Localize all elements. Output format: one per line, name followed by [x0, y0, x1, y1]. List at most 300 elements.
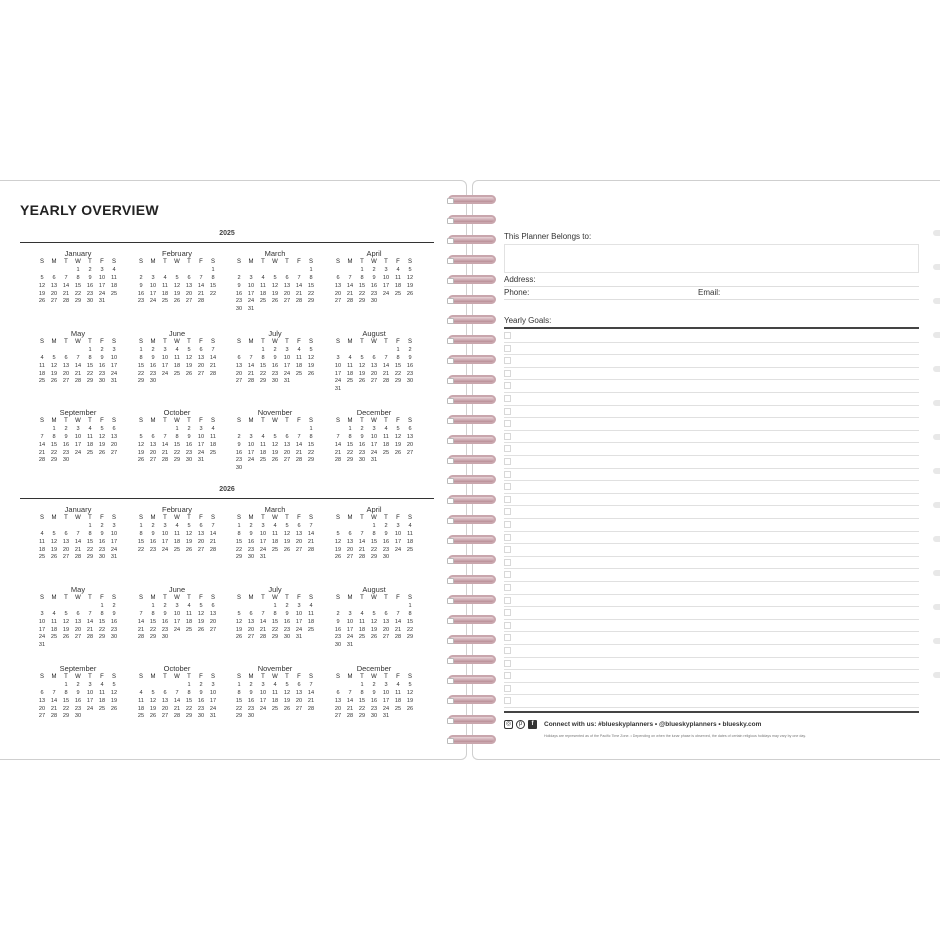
month-days — [332, 515, 416, 562]
goal-checkbox[interactable] — [504, 622, 511, 629]
day-cell: 31 — [209, 713, 217, 720]
goal-checkbox[interactable] — [504, 408, 511, 415]
day-cell: 27 — [370, 378, 378, 385]
month-name: April — [366, 249, 382, 258]
page-tab[interactable] — [933, 434, 940, 440]
day-cell: 6 — [112, 425, 116, 432]
day-cell: 7 — [175, 689, 179, 696]
day-cell: 18 — [173, 538, 181, 545]
weekday-header: T — [285, 339, 289, 345]
empty-day — [36, 347, 48, 355]
goal-row[interactable] — [504, 355, 919, 368]
goal-row[interactable] — [504, 380, 919, 393]
weekday-header: T — [285, 674, 289, 680]
weekday-header: T — [163, 339, 167, 345]
month-january — [36, 505, 120, 562]
day-cell: 1 — [100, 602, 104, 609]
day-cell: 21 — [197, 290, 205, 297]
day-cell: 8 — [360, 689, 364, 696]
day-cell: 22 — [370, 546, 378, 553]
empty-day — [147, 426, 159, 434]
page-tab[interactable] — [933, 502, 940, 508]
day-cell: 12 — [334, 538, 342, 545]
day-cell: 29 — [346, 457, 354, 464]
day-cell: 23 — [271, 370, 279, 377]
empty-day — [135, 603, 147, 611]
day-cell: 7 — [163, 433, 167, 440]
weekday-header: S — [39, 595, 44, 601]
weekday-header: T — [384, 515, 388, 521]
day-cell: 26 — [185, 370, 193, 377]
weekday-header: S — [210, 595, 215, 601]
goal-row[interactable] — [504, 431, 919, 444]
day-cell: 3 — [384, 266, 388, 273]
day-cell: 11 — [87, 433, 93, 440]
instagram-icon[interactable]: ◎ — [505, 720, 512, 727]
month-july — [233, 329, 317, 386]
day-cell: 25 — [406, 546, 414, 553]
goal-row[interactable] — [504, 695, 919, 708]
weekday-header: S — [111, 339, 116, 345]
day-cell: 18 — [161, 290, 169, 297]
day-cell: 21 — [259, 626, 267, 633]
empty-day — [293, 426, 305, 434]
empty-day — [344, 347, 356, 355]
goal-row[interactable] — [504, 393, 919, 406]
day-cell: 13 — [209, 610, 217, 617]
day-cell: 3 — [348, 610, 352, 617]
day-cell: 28 — [173, 713, 181, 720]
goal-checkbox[interactable] — [504, 609, 511, 616]
weekday-header: M — [150, 674, 156, 680]
page-tab[interactable] — [933, 332, 940, 338]
goal-checkbox[interactable] — [504, 445, 511, 452]
weekday-header: S — [39, 259, 44, 265]
goal-checkbox[interactable] — [504, 332, 511, 339]
month-name: April — [366, 505, 382, 514]
day-cell: 17 — [74, 441, 82, 448]
day-cell: 16 — [235, 449, 243, 456]
day-cell: 30 — [358, 457, 366, 464]
goal-row[interactable] — [504, 658, 919, 671]
day-cell: 20 — [149, 449, 157, 456]
spiral-ring — [448, 215, 496, 224]
empty-day — [60, 603, 72, 611]
day-cell: 19 — [173, 290, 181, 297]
day-cell: 15 — [185, 697, 193, 704]
day-cell: 18 — [50, 626, 58, 633]
day-cell: 28 — [50, 713, 58, 720]
goal-row[interactable] — [504, 670, 919, 683]
day-cell: 25 — [358, 634, 366, 641]
goal-row[interactable] — [504, 506, 919, 519]
weekday-header: T — [163, 259, 167, 265]
day-cell: 2 — [139, 274, 143, 281]
day-cell: 29 — [370, 554, 378, 561]
goal-row[interactable] — [504, 607, 919, 620]
day-cell: 2 — [88, 266, 92, 273]
goal-checkbox[interactable] — [504, 672, 511, 679]
page-tab[interactable] — [933, 298, 940, 304]
day-cell: 23 — [86, 290, 94, 297]
day-cell: 19 — [62, 626, 70, 633]
goal-row[interactable] — [504, 645, 919, 658]
goal-row[interactable] — [504, 494, 919, 507]
empty-day — [135, 682, 147, 690]
day-cell: 25 — [382, 449, 390, 456]
day-cell: 3 — [100, 266, 104, 273]
goal-checkbox[interactable] — [504, 660, 511, 667]
day-cell: 15 — [86, 538, 94, 545]
weekday-header: S — [236, 674, 241, 680]
day-cell: 6 — [199, 346, 203, 353]
day-cell: 24 — [295, 626, 303, 633]
empty-day — [332, 523, 344, 531]
day-cell: 15 — [394, 362, 402, 369]
day-cell: 11 — [174, 530, 180, 537]
goal-checkbox[interactable] — [504, 559, 511, 566]
weekday-header: F — [297, 515, 301, 521]
goal-row[interactable] — [504, 532, 919, 545]
goal-row[interactable] — [504, 330, 919, 343]
day-cell: 2 — [408, 346, 412, 353]
weekday-header: T — [187, 674, 191, 680]
weekday-header: W — [174, 674, 180, 680]
day-cell: 30 — [271, 378, 279, 385]
goal-checkbox[interactable] — [504, 534, 511, 541]
day-cell: 29 — [394, 378, 402, 385]
day-cell: 23 — [137, 298, 145, 305]
weekday-header: S — [308, 418, 313, 424]
page-tab[interactable] — [933, 264, 940, 270]
day-cell: 21 — [50, 705, 58, 712]
empty-day — [159, 267, 171, 275]
day-cell: 23 — [197, 705, 205, 712]
day-cell: 31 — [295, 634, 303, 641]
day-cell: 16 — [137, 290, 145, 297]
day-cell: 20 — [283, 449, 291, 456]
day-cell: 17 — [86, 697, 94, 704]
day-cell: 7 — [348, 689, 352, 696]
weekday-header: T — [261, 515, 265, 521]
goal-checkbox[interactable] — [504, 647, 511, 654]
goal-row[interactable] — [504, 595, 919, 608]
goal-checkbox[interactable] — [504, 546, 511, 553]
goal-row[interactable] — [504, 569, 919, 582]
day-cell: 15 — [74, 282, 82, 289]
weekday-header: S — [335, 339, 340, 345]
day-cell: 20 — [209, 618, 217, 625]
day-cell: 23 — [98, 370, 106, 377]
empty-day — [281, 267, 293, 275]
day-cell: 5 — [139, 433, 143, 440]
weekday-header: F — [396, 515, 400, 521]
goal-row[interactable] — [504, 456, 919, 469]
goal-checkbox[interactable] — [504, 471, 511, 478]
goal-checkbox[interactable] — [504, 508, 511, 515]
goal-row[interactable] — [504, 443, 919, 456]
day-cell: 4 — [175, 346, 179, 353]
day-cell: 26 — [271, 298, 279, 305]
empty-day — [183, 267, 195, 275]
day-cell: 20 — [185, 290, 193, 297]
weekday-header: T — [261, 259, 265, 265]
page-tab[interactable] — [933, 570, 940, 576]
day-cell: 29 — [235, 713, 243, 720]
day-cell: 18 — [86, 441, 94, 448]
goal-checkbox[interactable] — [504, 382, 511, 389]
weekday-header: T — [187, 515, 191, 521]
goal-row[interactable] — [504, 557, 919, 570]
empty-day — [60, 523, 72, 531]
day-cell: 28 — [334, 457, 342, 464]
day-cell: 15 — [358, 282, 366, 289]
day-cell: 4 — [40, 530, 44, 537]
weekday-header: F — [199, 595, 203, 601]
day-cell: 4 — [187, 602, 191, 609]
goal-checkbox[interactable] — [504, 597, 511, 604]
day-cell: 24 — [209, 705, 217, 712]
weekday-header: S — [407, 339, 412, 345]
month-days — [332, 339, 416, 394]
goal-checkbox[interactable] — [504, 370, 511, 377]
day-cell: 3 — [76, 425, 80, 432]
facebook-icon[interactable]: f — [528, 720, 537, 729]
day-cell: 6 — [348, 530, 352, 537]
empty-day — [60, 347, 72, 355]
day-cell: 9 — [360, 433, 364, 440]
goal-checkbox[interactable] — [504, 345, 511, 352]
page-tab[interactable] — [933, 672, 940, 678]
month-days — [332, 418, 416, 465]
weekday-header: S — [138, 339, 143, 345]
day-cell: 3 — [199, 425, 203, 432]
day-cell: 13 — [197, 530, 205, 537]
day-cell: 11 — [272, 530, 278, 537]
day-cell: 17 — [382, 282, 390, 289]
day-cell: 30 — [406, 378, 414, 385]
empty-day — [257, 426, 269, 434]
day-cell: 16 — [149, 362, 157, 369]
goal-checkbox[interactable] — [504, 458, 511, 465]
day-cell: 8 — [100, 610, 104, 617]
weekday-header: W — [75, 674, 81, 680]
day-cell: 19 — [370, 626, 378, 633]
day-cell: 21 — [394, 626, 402, 633]
month-name: May — [70, 329, 86, 338]
weekday-header: S — [236, 515, 241, 521]
goal-checkbox[interactable] — [504, 395, 511, 402]
day-cell: 2 — [163, 602, 167, 609]
day-cell: 28 — [259, 634, 267, 641]
day-cell: 22 — [346, 449, 354, 456]
empty-day — [392, 603, 404, 611]
page-tab[interactable] — [933, 366, 940, 372]
day-cell: 27 — [346, 554, 354, 561]
day-cell: 16 — [74, 697, 82, 704]
weekday-header: M — [248, 339, 254, 345]
address-label: Address: — [504, 275, 536, 284]
month-november — [233, 664, 317, 721]
day-cell: 25 — [173, 546, 181, 553]
day-cell: 19 — [185, 538, 193, 545]
goal-row[interactable] — [504, 418, 919, 431]
day-cell: 14 — [295, 441, 303, 448]
goal-checkbox[interactable] — [504, 571, 511, 578]
month-name: March — [264, 249, 286, 258]
day-cell: 21 — [247, 370, 255, 377]
goal-row[interactable] — [504, 544, 919, 557]
day-cell: 30 — [98, 554, 106, 561]
day-cell: 9 — [237, 282, 241, 289]
day-cell: 13 — [110, 433, 118, 440]
goal-row[interactable] — [504, 343, 919, 356]
empty-day — [48, 267, 60, 275]
goal-checkbox[interactable] — [504, 584, 511, 591]
goal-checkbox[interactable] — [504, 420, 511, 427]
weekday-header: F — [297, 595, 301, 601]
day-cell: 6 — [64, 354, 68, 361]
goal-checkbox[interactable] — [504, 433, 511, 440]
day-cell: 3 — [163, 522, 167, 529]
owner-name-field[interactable] — [504, 244, 919, 273]
day-cell: 7 — [199, 274, 203, 281]
day-cell: 18 — [185, 618, 193, 625]
goal-checkbox[interactable] — [504, 685, 511, 692]
day-cell: 31 — [259, 554, 267, 561]
day-cell: 20 — [295, 697, 303, 704]
day-cell: 10 — [197, 433, 205, 440]
goal-row[interactable] — [504, 620, 919, 633]
day-cell: 19 — [197, 618, 205, 625]
spiral-ring — [448, 675, 496, 684]
day-cell: 3 — [40, 610, 44, 617]
day-cell: 10 — [173, 610, 181, 617]
day-cell: 11 — [407, 530, 413, 537]
goal-row[interactable] — [504, 683, 919, 696]
day-cell: 9 — [100, 354, 104, 361]
day-cell: 7 — [297, 433, 301, 440]
day-cell: 5 — [52, 530, 56, 537]
day-cell: 29 — [50, 457, 58, 464]
day-cell: 7 — [40, 433, 44, 440]
day-cell: 25 — [110, 290, 118, 297]
day-cell: 24 — [283, 370, 291, 377]
day-cell: 11 — [39, 362, 45, 369]
day-cell: 28 — [137, 634, 145, 641]
weekday-header: F — [199, 674, 203, 680]
day-cell: 27 — [295, 705, 303, 712]
empty-day — [380, 603, 392, 611]
weekday-header: F — [396, 259, 400, 265]
day-cell: 6 — [285, 274, 289, 281]
pinterest-icon[interactable]: p — [516, 720, 525, 729]
day-cell: 19 — [283, 697, 291, 704]
goal-checkbox[interactable] — [504, 697, 511, 704]
weekday-header: W — [174, 418, 180, 424]
day-cell: 13 — [382, 618, 390, 625]
empty-day — [269, 426, 281, 434]
goal-checkbox[interactable] — [504, 634, 511, 641]
day-cell: 23 — [382, 546, 390, 553]
weekday-header: T — [360, 418, 364, 424]
day-cell: 5 — [408, 266, 412, 273]
day-cell: 8 — [396, 354, 400, 361]
day-cell: 3 — [372, 425, 376, 432]
weekday-header: W — [174, 339, 180, 345]
page-tab[interactable] — [933, 400, 940, 406]
weekday-header: M — [248, 595, 254, 601]
empty-day — [368, 347, 380, 355]
day-cell: 17 — [370, 441, 378, 448]
weekday-header: F — [199, 515, 203, 521]
day-cell: 8 — [408, 610, 412, 617]
day-cell: 26 — [38, 298, 46, 305]
day-cell: 25 — [50, 634, 58, 641]
page-tab[interactable] — [933, 468, 940, 474]
page-tab[interactable] — [933, 536, 940, 542]
goal-checkbox[interactable] — [504, 483, 511, 490]
day-cell: 18 — [38, 370, 46, 377]
goal-row[interactable] — [504, 632, 919, 645]
day-cell: 6 — [187, 274, 191, 281]
goal-row[interactable] — [504, 519, 919, 532]
day-cell: 16 — [358, 441, 366, 448]
page-tab[interactable] — [933, 604, 940, 610]
weekday-header: M — [347, 259, 353, 265]
page-tab[interactable] — [933, 230, 940, 236]
day-cell: 29 — [358, 713, 366, 720]
day-cell: 4 — [297, 346, 301, 353]
weekday-header: T — [261, 339, 265, 345]
empty-day — [60, 267, 72, 275]
goal-row[interactable] — [504, 481, 919, 494]
goal-checkbox[interactable] — [504, 496, 511, 503]
goal-checkbox[interactable] — [504, 357, 511, 364]
day-cell: 29 — [406, 634, 414, 641]
day-cell: 14 — [259, 618, 267, 625]
day-cell: 14 — [394, 618, 402, 625]
goal-row[interactable] — [504, 406, 919, 419]
day-cell: 23 — [149, 546, 157, 553]
day-cell: 8 — [372, 530, 376, 537]
day-cell: 9 — [384, 530, 388, 537]
weekday-header: F — [396, 418, 400, 424]
weekday-header: M — [347, 674, 353, 680]
day-cell: 17 — [259, 697, 267, 704]
day-cell: 29 — [149, 634, 157, 641]
day-cell: 9 — [285, 610, 289, 617]
day-cell: 11 — [347, 362, 353, 369]
day-cell: 2 — [237, 433, 241, 440]
day-cell: 24 — [394, 546, 402, 553]
day-cell: 9 — [88, 274, 92, 281]
day-cell: 8 — [261, 354, 265, 361]
goal-row[interactable] — [504, 582, 919, 595]
day-cell: 13 — [346, 538, 354, 545]
goal-row[interactable] — [504, 469, 919, 482]
day-cell: 26 — [98, 449, 106, 456]
day-cell: 10 — [382, 274, 390, 281]
page-tab[interactable] — [933, 638, 940, 644]
day-cell: 1 — [273, 602, 277, 609]
spiral-ring — [448, 715, 496, 724]
goal-row[interactable] — [504, 368, 919, 381]
day-cell: 1 — [151, 602, 155, 609]
goal-checkbox[interactable] — [504, 521, 511, 528]
goals-bottom-rule — [504, 711, 919, 713]
empty-day — [233, 426, 245, 434]
